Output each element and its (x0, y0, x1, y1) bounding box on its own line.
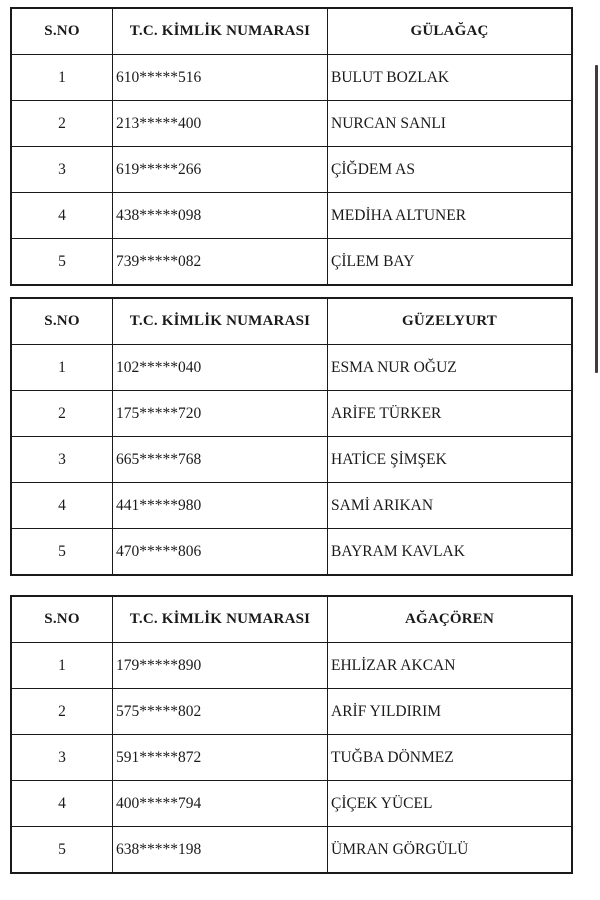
table-row (11, 529, 572, 576)
table-row (11, 193, 572, 239)
row-number-cell: 1 (11, 345, 113, 391)
header-row (11, 8, 572, 55)
id-number-cell: 619*****266 (113, 147, 328, 193)
row-number-cell: 4 (11, 781, 113, 827)
row-number-cell: 3 (11, 147, 113, 193)
id-number-cell: 175*****720 (113, 391, 328, 437)
person-name-cell: ÇİÇEK YÜCEL (328, 781, 573, 827)
column-header-district: GÜZELYURT (328, 298, 573, 345)
person-name-cell: ÇİĞDEM AS (328, 147, 573, 193)
id-number-cell: 610*****516 (113, 55, 328, 101)
id-number-cell: 591*****872 (113, 735, 328, 781)
id-number-cell: 441*****980 (113, 483, 328, 529)
id-number-cell: 665*****768 (113, 437, 328, 483)
id-number-cell: 438*****098 (113, 193, 328, 239)
id-number-cell: 400*****794 (113, 781, 328, 827)
person-name-cell: BULUT BOZLAK (328, 55, 573, 101)
person-name-cell: SAMİ ARIKAN (328, 483, 573, 529)
table-row (11, 239, 572, 286)
person-name-cell: ARİFE TÜRKER (328, 391, 573, 437)
table-row (11, 781, 572, 827)
roster-table-agacoren (10, 595, 573, 874)
person-name-cell: TUĞBA DÖNMEZ (328, 735, 573, 781)
table-row (11, 735, 572, 781)
roster-table-guzelyurt (10, 297, 573, 576)
column-header-id-number: T.C. KİMLİK NUMARASI (113, 298, 328, 345)
table-row (11, 55, 572, 101)
column-header-id-number: T.C. KİMLİK NUMARASI (113, 8, 328, 55)
row-number-cell: 5 (11, 239, 113, 286)
row-number-cell: 1 (11, 55, 113, 101)
table-row (11, 437, 572, 483)
row-number-cell: 5 (11, 529, 113, 576)
scrollbar-thumb[interactable] (595, 65, 598, 373)
table-row (11, 827, 572, 874)
person-name-cell: EHLİZAR AKCAN (328, 643, 573, 689)
person-name-cell: HATİCE ŞİMŞEK (328, 437, 573, 483)
person-name-cell: ÜMRAN GÖRGÜLÜ (328, 827, 573, 874)
person-name-cell: ARİF YILDIRIM (328, 689, 573, 735)
row-number-cell: 3 (11, 735, 113, 781)
table-row (11, 101, 572, 147)
person-name-cell: BAYRAM KAVLAK (328, 529, 573, 576)
table-row (11, 689, 572, 735)
row-number-cell: 4 (11, 193, 113, 239)
column-header-district: GÜLAĞAÇ (328, 8, 573, 55)
column-header-sno: S.NO (11, 8, 113, 55)
column-header-sno: S.NO (11, 298, 113, 345)
roster-table-gulagac (10, 7, 573, 286)
table-row (11, 147, 572, 193)
row-number-cell: 1 (11, 643, 113, 689)
row-number-cell: 2 (11, 689, 113, 735)
table-row (11, 643, 572, 689)
id-number-cell: 213*****400 (113, 101, 328, 147)
column-header-id-number: T.C. KİMLİK NUMARASI (113, 596, 328, 643)
person-name-cell: ÇİLEM BAY (328, 239, 573, 286)
id-number-cell: 470*****806 (113, 529, 328, 576)
id-number-cell: 638*****198 (113, 827, 328, 874)
table-row (11, 391, 572, 437)
row-number-cell: 2 (11, 391, 113, 437)
header-row (11, 596, 572, 643)
row-number-cell: 3 (11, 437, 113, 483)
column-header-district: AĞAÇÖREN (328, 596, 573, 643)
id-number-cell: 102*****040 (113, 345, 328, 391)
row-number-cell: 2 (11, 101, 113, 147)
column-header-sno: S.NO (11, 596, 113, 643)
id-number-cell: 575*****802 (113, 689, 328, 735)
header-row (11, 298, 572, 345)
row-number-cell: 4 (11, 483, 113, 529)
row-number-cell: 5 (11, 827, 113, 874)
person-name-cell: ESMA NUR OĞUZ (328, 345, 573, 391)
person-name-cell: MEDİHA ALTUNER (328, 193, 573, 239)
id-number-cell: 179*****890 (113, 643, 328, 689)
table-row (11, 345, 572, 391)
table-row (11, 483, 572, 529)
id-number-cell: 739*****082 (113, 239, 328, 286)
person-name-cell: NURCAN SANLI (328, 101, 573, 147)
